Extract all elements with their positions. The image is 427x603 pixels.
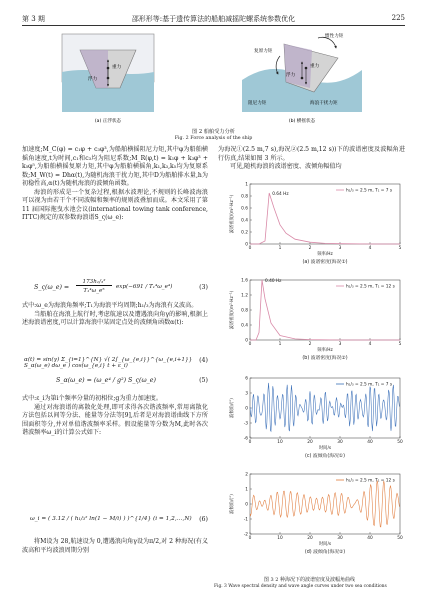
y-tick-label: 0.6: [241, 206, 248, 212]
y-tick-label: -6: [243, 436, 248, 442]
x-tick-label: 10: [277, 440, 283, 445]
chart-a: [228, 182, 402, 266]
peak-annotation: 0.64 Hz: [272, 192, 289, 197]
y-tick-label: 0.4: [241, 323, 248, 329]
label-a-gravity: 重力: [112, 65, 122, 70]
x-tick-label: 4: [368, 342, 372, 347]
label-b-damping: 阻尼力矩: [248, 101, 267, 106]
x-tick-label: 40: [367, 440, 373, 445]
paragraph-discretization: 通过对海浪谱的离散化处理,即可求得各次谐波频率,常用离散化方法包括以间等分法、能量等分法等[9],后者是对海浪谱曲线下方所围面积等分,并对单值谐波频率采样。假设能量等分数为M,此时各次谐波频率ω_i的计算公式如下:: [22, 403, 208, 437]
figure-2: [22, 30, 405, 126]
y-tick-label: -3: [243, 421, 248, 427]
figure-2b: [242, 32, 362, 112]
issue-number: 第 3 期: [22, 15, 45, 23]
y-tick-label: 1.6: [241, 278, 248, 284]
y-axis-label: 波谱密度/(m²·Hz⁻¹): [230, 290, 235, 330]
eq3-number: (3): [199, 284, 208, 291]
eq3-lhs: S_ς(ω_e) =: [34, 284, 70, 291]
eq3-denominator: T₁⁴ω_e⁵: [83, 288, 105, 294]
figure-2a: [62, 34, 154, 112]
x-axis-label: 时间/s: [318, 446, 332, 451]
y-tick-label: 0.8: [241, 308, 248, 314]
figure-2a-caption: (a) 正浮状态: [94, 119, 122, 124]
label-b-wave: 海浪干扰力矩: [310, 101, 338, 106]
x-tick-label: 3: [338, 342, 342, 347]
series-line: [250, 383, 399, 431]
x-tick-label: 0: [248, 342, 252, 347]
label-b-inertia: 惯性力矩: [325, 34, 344, 39]
x-tick-label: 10: [277, 536, 283, 541]
equation-6: [30, 516, 208, 522]
figure-2-caption-cn: 图 2 船舶受力分析: [192, 129, 235, 135]
paragraph-wave-angle: 当船舶在海浪上航行时,考虑航速以及遭遇浪向角γ的影响,根据上述海浪谱密度,可以计算海浪中某固定点处的波倾角函数α(t):: [22, 310, 208, 327]
paragraph-eq3-def: 式中:ω_e为海浪角频率;T₁为海浪平均周期;h₁/₃为海浪有义波高。: [22, 302, 198, 309]
left-column-cont: [22, 302, 208, 328]
y-tick-label: 2: [245, 472, 248, 478]
eq5-number: (5): [199, 377, 208, 384]
header-rule: [22, 25, 405, 26]
subplot-caption: (c) 波倾角(海况①): [305, 454, 345, 459]
x-tick-label: 0: [248, 536, 252, 541]
y-tick-label: 0: [245, 242, 248, 248]
x-tick-label: 30: [337, 440, 343, 445]
x-axis-label: 频率/Hz: [317, 348, 333, 353]
paragraph-wave-spectrum: 海浪的形成是一个复杂过程,根据水波理论,不规则的长峰波海浪可以视为由若干个不同波幅和频率的规则波叠加而成。本文采用了第 11 届国际拖曳水池会议(international towing tank conference, ITTC)规定的双参数海浪谱S_ς(ω_e):: [22, 188, 208, 222]
x-tick-label: 1: [278, 342, 282, 347]
x-tick-label: 1: [278, 246, 282, 251]
eq4-number: (4): [199, 357, 208, 364]
label-b-restoring: 复原力矩: [254, 49, 273, 54]
chart-b: [228, 278, 402, 362]
eq3-numerator: 173h₁/₃²: [76, 279, 112, 286]
eq3-exp: exp(−691 / T₁⁴ω_e⁴): [116, 284, 173, 290]
y-axis-label: 波倾角/(°): [230, 398, 235, 418]
right-column: [218, 146, 405, 172]
y-tick-label: 6: [245, 376, 248, 382]
y-tick-label: -1: [243, 517, 248, 523]
x-tick-label: 5: [398, 342, 402, 347]
y-axis-label: 波倾角/(°): [230, 494, 235, 514]
x-tick-label: 5: [398, 246, 402, 251]
x-tick-label: 2: [308, 246, 312, 251]
y-tick-label: 0.4: [241, 218, 248, 224]
equation-5: [56, 377, 208, 384]
y-tick-label: -2: [243, 532, 248, 538]
x-axis-label: 时间/s: [318, 542, 332, 547]
label-b-gravity: 重力: [310, 64, 320, 69]
left-column-cont2: [22, 395, 208, 438]
subplot-caption: (b) 波谱密度(海况②): [302, 356, 348, 361]
paragraph-eq45-def: 式中:ε_i为第i个频率分量的初相位;g为重力加速度。: [22, 395, 162, 402]
eq5-body: S_α(ω_e) = (ω_e⁴ / g²) S_ς(ω_e): [56, 377, 156, 384]
label-a-buoyancy: 浮力: [88, 77, 98, 82]
eq4-body: α(t) = sin(γ) Σ_{i=1}^{N} √( 2∫_{ω_{e,i}}^{ω_{e,i+1}} S_α(ω_e) dω_e ) cos(ω_{e,i} t + ε_i): [24, 357, 193, 369]
x-tick-label: 50: [397, 440, 403, 445]
x-tick-label: 30: [337, 536, 343, 541]
equation-3: [34, 279, 208, 299]
figure-2b-caption: (b) 横摇状态: [288, 119, 316, 124]
legend-label: h₁/₃ = 2.5 m, T₁ = 12 s: [346, 478, 395, 484]
y-tick-label: 0: [245, 338, 248, 344]
x-tick-label: 40: [367, 536, 373, 541]
figure-3: [214, 178, 405, 566]
running-title: 邵形形等:基于遗传算法的船舶减摇陀螺系统参数优化: [131, 15, 296, 23]
series-line: [250, 481, 399, 527]
y-tick-label: 1: [245, 182, 248, 188]
x-tick-label: 4: [368, 246, 372, 251]
figure-3-caption-cn: 图 3 2 种海况下的波谱密度及波幅角曲线: [263, 577, 356, 583]
subplot-caption: (a) 波谱密度(海况①): [302, 260, 348, 265]
legend-label: h₁/₃ = 2.5 m, T₁ = 7 s: [346, 188, 393, 194]
x-tick-label: 50: [397, 536, 403, 541]
page-number: 225: [391, 14, 405, 22]
figure-2-caption-en: Fig. 2 Force analysis of the ship: [174, 136, 253, 141]
paragraph-settings: 将M设为 28,航速设为 0,遭遇浪向角γ设为π/2,对 2 种海况(有义波高和平均波浪周期分别: [22, 538, 208, 554]
y-tick-label: 3: [245, 391, 248, 397]
figure-3-caption-en: Fig. 3 Wave spectral density and wave angle curves under two sea conditions: [214, 584, 387, 589]
x-tick-label: 20: [307, 440, 313, 445]
subplot-caption: (d) 波倾角(海况②): [304, 550, 346, 555]
x-tick-label: 3: [338, 246, 342, 251]
x-tick-label: 2: [308, 342, 312, 347]
left-column-end: [22, 538, 208, 555]
eq6-number: (6): [199, 516, 208, 523]
y-tick-label: 1: [245, 487, 248, 493]
y-tick-label: 0.8: [241, 194, 248, 200]
x-tick-label: 0: [248, 246, 252, 251]
chart-c: [228, 376, 403, 460]
y-axis-label: 波谱密度/(m²·Hz⁻¹): [230, 194, 235, 234]
y-tick-label: 1.2: [241, 293, 248, 299]
paragraph-observation: 可见,随机海浪的波谱密度、波倾角幅值均: [230, 163, 342, 171]
x-axis-label: 频率/Hz: [317, 252, 333, 257]
eq6-body: ω_i = ( 3.12 / ( h₁/₃² ln(1 − M/i) ) )^{1/4} (i = 1,2,…,N): [30, 516, 192, 522]
x-tick-label: 20: [307, 536, 313, 541]
paragraph-sea-conditions: 为海况①(2.5 m,7 s),海况②(2.5 m,12 s))下的波谱密度及波幅角进行仿真,结果如图 3 所示。: [218, 146, 405, 162]
series-line: [250, 193, 400, 244]
peak-annotation: 0.40 Hz: [265, 279, 282, 284]
paragraph-moments: 加速度;M_C(φ) = c₁φ + c₃φ³,为船舶横摇阻尼力矩,其中φ为船舶横摇角速度,t为时间,c₁和c₃均为阻尼系数;M_R(φ,t) = k₁φ + k₃φ³ + k₅φ⁵,为船舶横摇复原力矩,其中φ为船舶横摇角,k₁,k₃,k₅均为复原系数;M_W(t) = Dhα(t),为随机海浪干扰力矩,其中D为船舶排水量,h为初稳性高,α(t)为随机海浪的波倾角函数。: [22, 146, 208, 188]
chart-d: [228, 472, 403, 556]
legend-label: h₁/₃ = 2.5 m, T₁ = 7 s: [346, 382, 393, 388]
y-tick-label: 0: [245, 406, 248, 412]
y-tick-label: 0.2: [241, 230, 248, 236]
x-tick-label: 0: [248, 440, 252, 445]
equation-4: [24, 357, 208, 369]
left-column: [22, 146, 208, 223]
y-tick-label: 0: [245, 502, 248, 508]
legend-label: h₁/₃ = 2.5 m, T₁ = 12 s: [346, 284, 395, 290]
label-b-buoyancy: 浮力: [286, 73, 296, 78]
